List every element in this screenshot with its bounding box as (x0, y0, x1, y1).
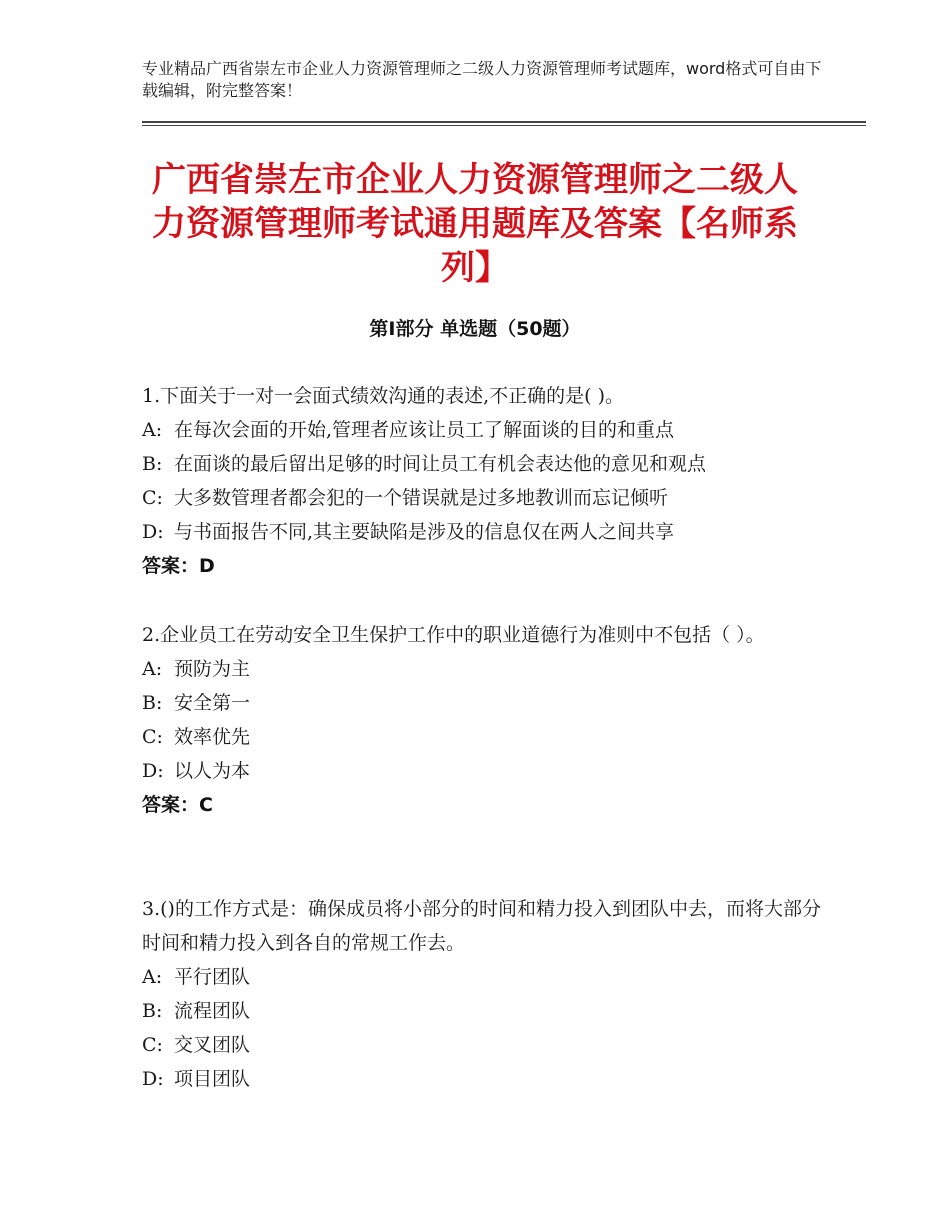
option-c (142, 1028, 822, 1062)
option-text: 平行团队 (174, 966, 251, 988)
option-label: D: (142, 521, 164, 543)
option-b (142, 994, 822, 1028)
option-label: C: (142, 487, 163, 509)
option-label: B: (142, 453, 163, 475)
option-text: 在面谈的最后留出足够的时间让员工有机会表达他的意见和观点 (174, 453, 707, 475)
option-label: A: (142, 966, 163, 988)
option-d (142, 754, 822, 788)
question-stem: 3.()的工作方式是：确保成员将小部分的时间和精力投入到团队中去，而将大部分时间和精力投入到各自的常规工作去。 (142, 898, 821, 954)
option-a (142, 413, 822, 447)
header-rule-thick (142, 121, 866, 123)
option-c (142, 481, 822, 515)
section-heading: 第Ⅰ部分 单选题（50题） (369, 318, 581, 340)
option-text: 项目团队 (174, 1068, 251, 1090)
option-text: 与书面报告不同,其主要缺陷是涉及的信息仅在两人之间共享 (174, 521, 675, 543)
header-note: 专业精品广西省崇左市企业人力资源管理师之二级人力资源管理师考试题库，word格式可自由下载编辑，附完整答案！ (142, 59, 822, 100)
option-a (142, 960, 822, 994)
option-label: A: (142, 419, 163, 441)
option-label: A: (142, 658, 163, 680)
header-rule-thin (142, 125, 866, 126)
option-c (142, 720, 822, 754)
option-b (142, 686, 822, 720)
option-text: 大多数管理者都会犯的一个错误就是过多地教训而忘记倾听 (174, 487, 669, 509)
option-d (142, 1062, 822, 1096)
question-stem: 1.下面关于一对一会面式绩效沟通的表述,不正确的是( )。 (142, 385, 625, 407)
option-text: 以人为本 (174, 760, 251, 782)
option-text: 在每次会面的开始,管理者应该让员工了解面谈的目的和重点 (174, 419, 675, 441)
option-label: D: (142, 760, 164, 782)
answer: 答案：D (142, 555, 215, 577)
question-1 (142, 379, 822, 583)
option-text: 效率优先 (174, 726, 251, 748)
option-b (142, 447, 822, 481)
option-text: 流程团队 (174, 1000, 251, 1022)
option-d (142, 515, 822, 549)
question-3 (142, 892, 822, 1096)
answer: 答案：C (142, 794, 213, 816)
option-text: 安全第一 (174, 692, 251, 714)
option-label: C: (142, 1034, 163, 1056)
option-label: D: (142, 1068, 164, 1090)
option-label: C: (142, 726, 163, 748)
option-text: 交叉团队 (174, 1034, 251, 1056)
option-a (142, 652, 822, 686)
document-title: 广西省崇左市企业人力资源管理师之二级人力资源管理师考试通用题库及答案【名师系列】 (152, 160, 798, 288)
question-2 (142, 618, 822, 822)
question-stem: 2.企业员工在劳动安全卫生保护工作中的职业道德行为准则中不包括（ ）。 (142, 624, 765, 646)
option-label: B: (142, 692, 163, 714)
option-text: 预防为主 (174, 658, 251, 680)
option-label: B: (142, 1000, 163, 1022)
